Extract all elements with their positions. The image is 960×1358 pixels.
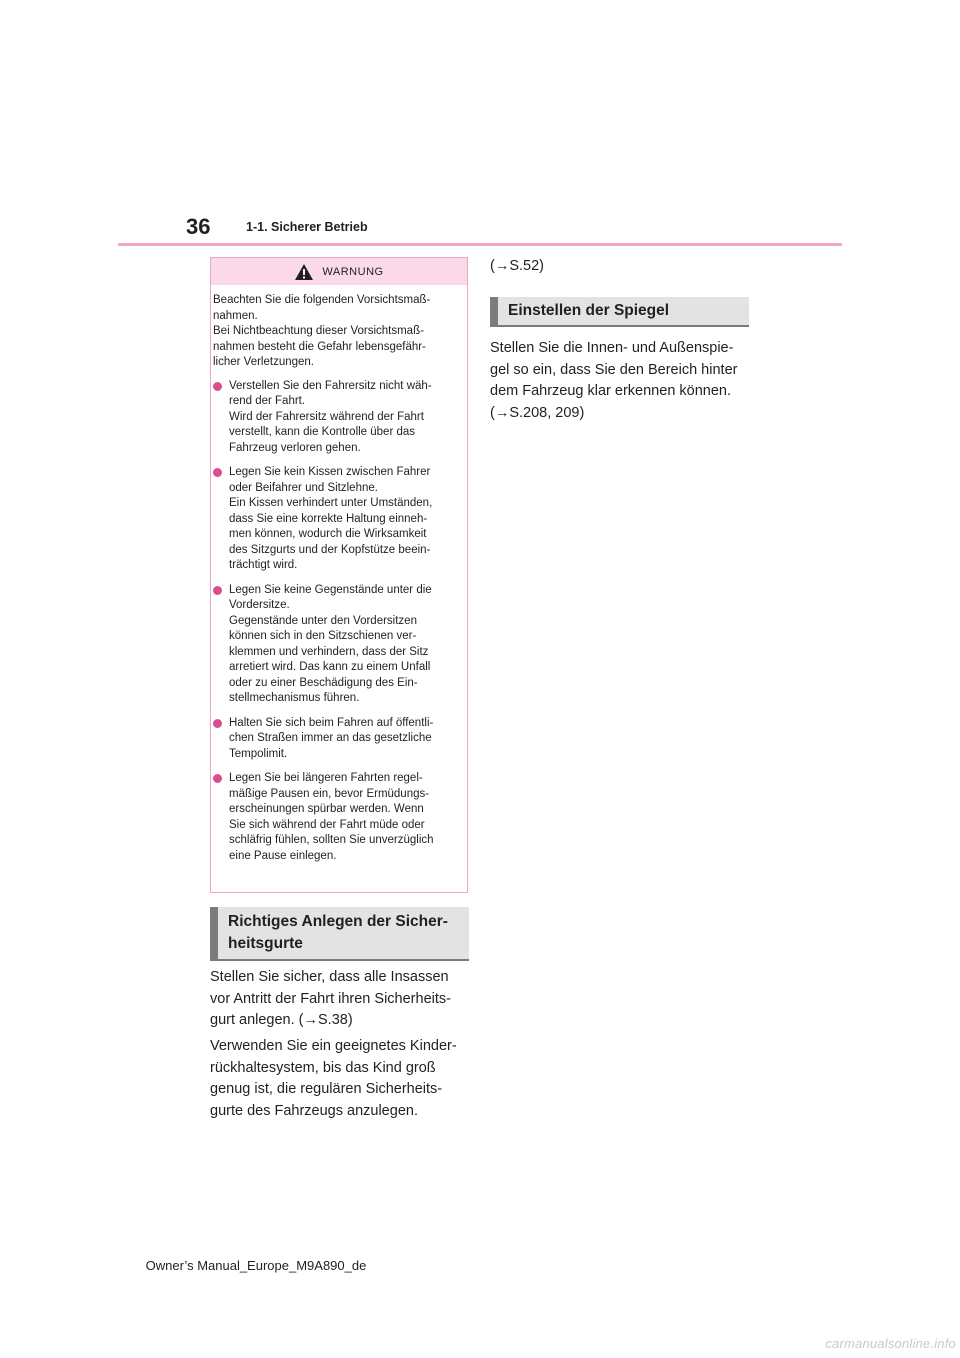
mirrors-section-heading: Einstellen der Spiegel xyxy=(490,297,749,327)
bullet-icon xyxy=(213,586,222,595)
warning-item xyxy=(211,716,459,763)
bullet-icon xyxy=(213,468,222,477)
warning-item xyxy=(211,379,459,457)
header-rule xyxy=(118,243,842,246)
seatbelt-paragraph-2: Verwenden Sie ein geeignetes Kinder- rückhaltesystem, bis das Kind groß genug ist, die regulären Sicherheits- gurte des Fahrzeugs anzulegen. xyxy=(210,1038,457,1119)
page-number: 36 xyxy=(186,214,211,239)
warning-header xyxy=(211,258,467,285)
seatbelt-section-heading: Richtiges Anlegen der Sicher- heitsgurte xyxy=(210,907,469,961)
bullet-icon xyxy=(213,382,222,391)
warning-item xyxy=(211,583,459,707)
warning-intro: Beachten Sie die folgenden Vorsichtsmaß- nahmen. Bei Nichtbeachtung dieser Vorsichtsmaß- nahmen besteht die Gefahr lebensgefähr- licher Verletzungen. xyxy=(213,294,431,368)
warning-label: WARNUNG xyxy=(322,265,384,278)
watermark-text: carmanualsonline.info xyxy=(825,1336,956,1351)
section-title: 1-1. Sicherer Betrieb xyxy=(246,220,368,234)
bullet-icon xyxy=(213,719,222,728)
warning-item-text: Legen Sie keine Gegenstände unter die Vordersitze. Gegenstände unter den Vordersitzen können sich in den Sitzschienen ver- klemmen und verhindern, dass der Sitz arretiert wird. Das kann zu einem Unfall oder zu einer Beschädigung des Ein- stellmechanismus führen. xyxy=(229,583,432,704)
warning-item-text: Legen Sie kein Kissen zwischen Fahrer oder Beifahrer und Sitzlehne. Ein Kissen verhindert unter Umständen, dass Sie eine korrekte Haltung einneh- men können, wodurch die Wirksamkeit des Sitzgurts und der Kopfstütze beein- trächtigt wird. xyxy=(229,466,433,571)
warning-body xyxy=(211,285,467,864)
warning-item-text: Verstellen Sie den Fahrersitz nicht wäh- rend der Fahrt. Wird der Fahrersitz während der Fahrt verstellt, kann die Kontrolle über das Fahrzeug verloren gehen. xyxy=(229,379,432,454)
bullet-icon xyxy=(213,774,222,783)
mirrors-paragraph: Stellen Sie die Innen- und Außenspie- gel so ein, dass Sie den Bereich hinter dem Fahrzeug klar erkennen können. (→S.208, 209) xyxy=(490,340,738,421)
warning-triangle-icon xyxy=(294,263,314,281)
warning-item-text: Halten Sie sich beim Fahren auf öffentli- chen Straßen immer an das gesetzliche Tempolimit. xyxy=(229,716,434,760)
warning-box xyxy=(210,257,468,893)
warning-item-text: Legen Sie bei längeren Fahrten regel- mäßige Pausen ein, bevor Ermüdungs- erscheinungen spürbar werden. Wenn Sie sich während der Fahrt müde oder schläfrig fühlen, sollten Sie unverzüglich eine Pause einlegen. xyxy=(229,772,434,862)
warning-list xyxy=(211,379,459,865)
manual-footer: Owner’s Manual_Europe_M9A890_de xyxy=(145,1258,367,1273)
seatbelt-paragraph-1: Stellen Sie sicher, dass alle Insassen vor Antritt der Fahrt ihren Sicherheits- gurt anlegen. (→S.38) xyxy=(210,969,451,1028)
page-reference: (→S.52) xyxy=(490,258,544,274)
warning-item xyxy=(211,771,459,864)
warning-item xyxy=(211,465,459,574)
